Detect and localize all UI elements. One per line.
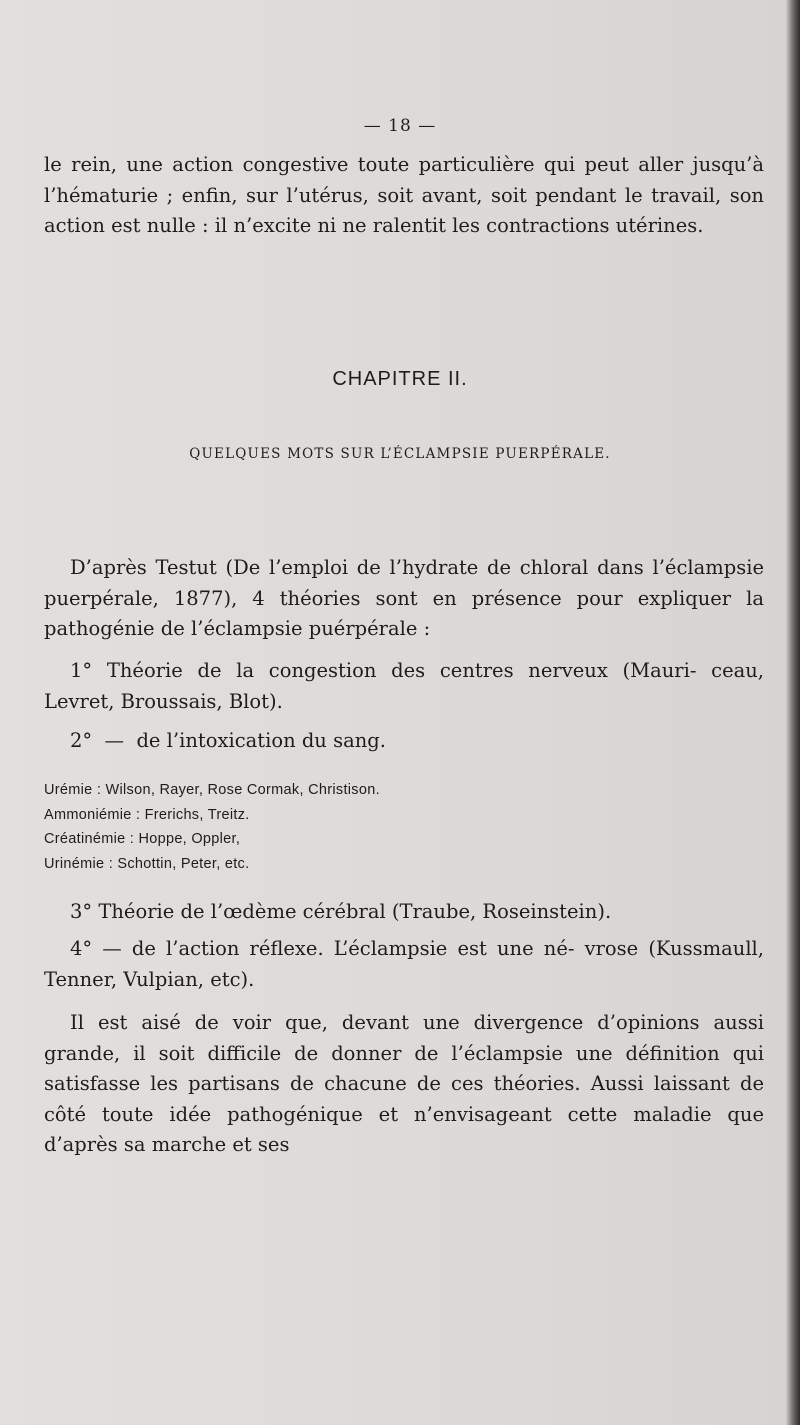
closing-paragraph: Il est aisé de voir que, devant une divergence d’opinions aussi grande, il soit difficile de donner de l’éclampsie une définition qui satisfasse les partisans de chacune de ces théories. Aussi laissant de côté toute idée pathogénique et n’envisageant cette maladie que d’après sa marche et ses	[44, 1011, 764, 1156]
theory-4: 4° — de l’action réflexe. L’éclampsie est une né- vrose (Kussmaull, Tenner, Vulpian, etc).	[44, 937, 764, 991]
sub-list-item: Urinémie : Schottin, Peter, etc.	[44, 855, 250, 872]
theory-1-block	[44, 656, 764, 717]
closing-paragraph-block	[44, 1008, 764, 1161]
theory-3: 3° Théorie de l’œdème cérébral (Traube, Roseinstein).	[70, 900, 612, 923]
page-edge-shadow	[786, 0, 800, 1425]
chapter-subtitle: QUELQUES MOTS SUR L’ÉCLAMPSIE PUERPÉRALE.	[189, 446, 611, 462]
theory-3-block	[44, 897, 764, 928]
sub-list-item: Ammoniémie : Frerichs, Treitz.	[44, 806, 250, 823]
theory-2-block	[44, 726, 764, 757]
theory-1: 1° Théorie de la congestion des centres nerveux (Mauri- ceau, Levret, Broussais, Blot).	[44, 659, 764, 713]
page-number: — 18 —	[363, 116, 437, 136]
sub-list-item: Créatinémie : Hoppe, Oppler,	[44, 831, 241, 847]
intro-paragraph: le rein, une action congestive toute particulière qui peut aller jusqu’à l’hématurie ; enfin, sur l’utérus, soit avant, soit pendant le travail, son action est nulle : il n’excite ni ne ralentit les contractions utérines.	[44, 153, 764, 237]
testut-paragraph-block	[44, 553, 764, 645]
sub-list	[44, 778, 764, 876]
theory-4-block	[44, 934, 764, 995]
sub-list-item: Urémie : Wilson, Rayer, Rose Cormak, Christison.	[44, 782, 380, 798]
intro-paragraph-block	[44, 150, 764, 242]
testut-paragraph: D’après Testut (De l’emploi de l’hydrate de chloral dans l’éclampsie puerpérale, 1877), 4 théories sont en présence pour expliquer la pathogénie de l’éclampsie puérpérale :	[44, 556, 764, 640]
theory-2: 2° — de l’intoxication du sang.	[70, 729, 386, 752]
chapter-title: CHAPITRE II.	[332, 368, 468, 390]
